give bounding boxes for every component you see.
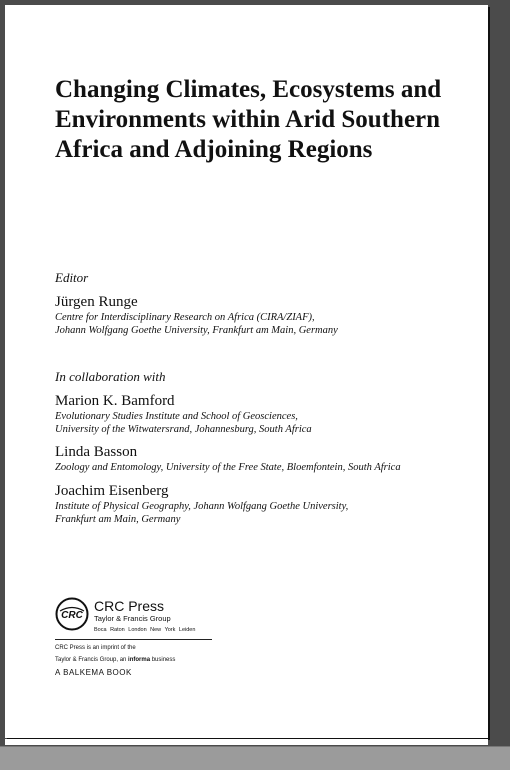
collaborator-affiliation-line-1: Evolutionary Studies Institute and School of Geosciences, [55,411,298,422]
collaborator-affiliation-line-2: University of the Witwatersrand, Johannesburg, South Africa [55,424,312,435]
collaborator-affiliation-line-1: Institute of Physical Geography, Johann Wolfgang Goethe University, [55,501,349,512]
document-page [5,5,488,738]
series-label: A BALKEMA BOOK [55,668,132,677]
title-line-2: Environments within Arid Southern [55,106,441,133]
crc-logo-text: CRC [61,610,83,621]
publisher-text [94,598,195,635]
imprint-brand: informa [128,657,151,663]
collaborator-name: Linda Basson [55,444,138,460]
publisher-logo-row [55,597,215,635]
editor-name: Jürgen Runge [55,294,138,310]
publisher-block [55,597,215,677]
editor-block [55,293,475,337]
collaboration-label: In collaboration with [55,369,166,384]
collaborator-name: Marion K. Bamford [55,393,175,409]
collaborator-affiliation-line-2: Frankfurt am Main, Germany [55,514,181,525]
imprint-line-1: CRC Press is an imprint of the [55,645,136,651]
collaborator-name: Joachim Eisenberg [55,483,169,499]
editor-label: Editor [55,270,89,285]
publisher-cities: Boca Raton London New York Leiden [94,627,196,633]
collaborator-block [55,482,475,526]
publisher-divider [55,639,212,640]
next-page-edge [5,739,488,745]
imprint-text-post: business [150,657,176,663]
editor-affiliation-line-2: Johann Wolfgang Goethe University, Frankfurt am Main, Germany [55,325,338,336]
editor-affiliation-line-1: Centre for Interdisciplinary Research on Africa (CIRA/ZIAF), [55,312,315,323]
viewer-bottom-bar [0,746,510,770]
publisher-group: Taylor & Francis Group [94,614,171,623]
title-line-1: Changing Climates, Ecosystems and [55,76,442,103]
imprint-line-2 [55,656,215,664]
crc-logo-icon [55,597,89,631]
imprint-text-pre: Taylor & Francis Group, an [55,657,129,663]
collaborator-block [55,443,475,474]
collaborator-affiliation-line-1: Zoology and Entomology, University of the Free State, Bloemfontein, South Africa [55,462,401,473]
publisher-name: CRC Press [94,598,165,614]
title-line-3: Africa and Adjoining Regions [55,136,373,163]
book-title [55,75,465,165]
collaborator-block [55,392,475,436]
